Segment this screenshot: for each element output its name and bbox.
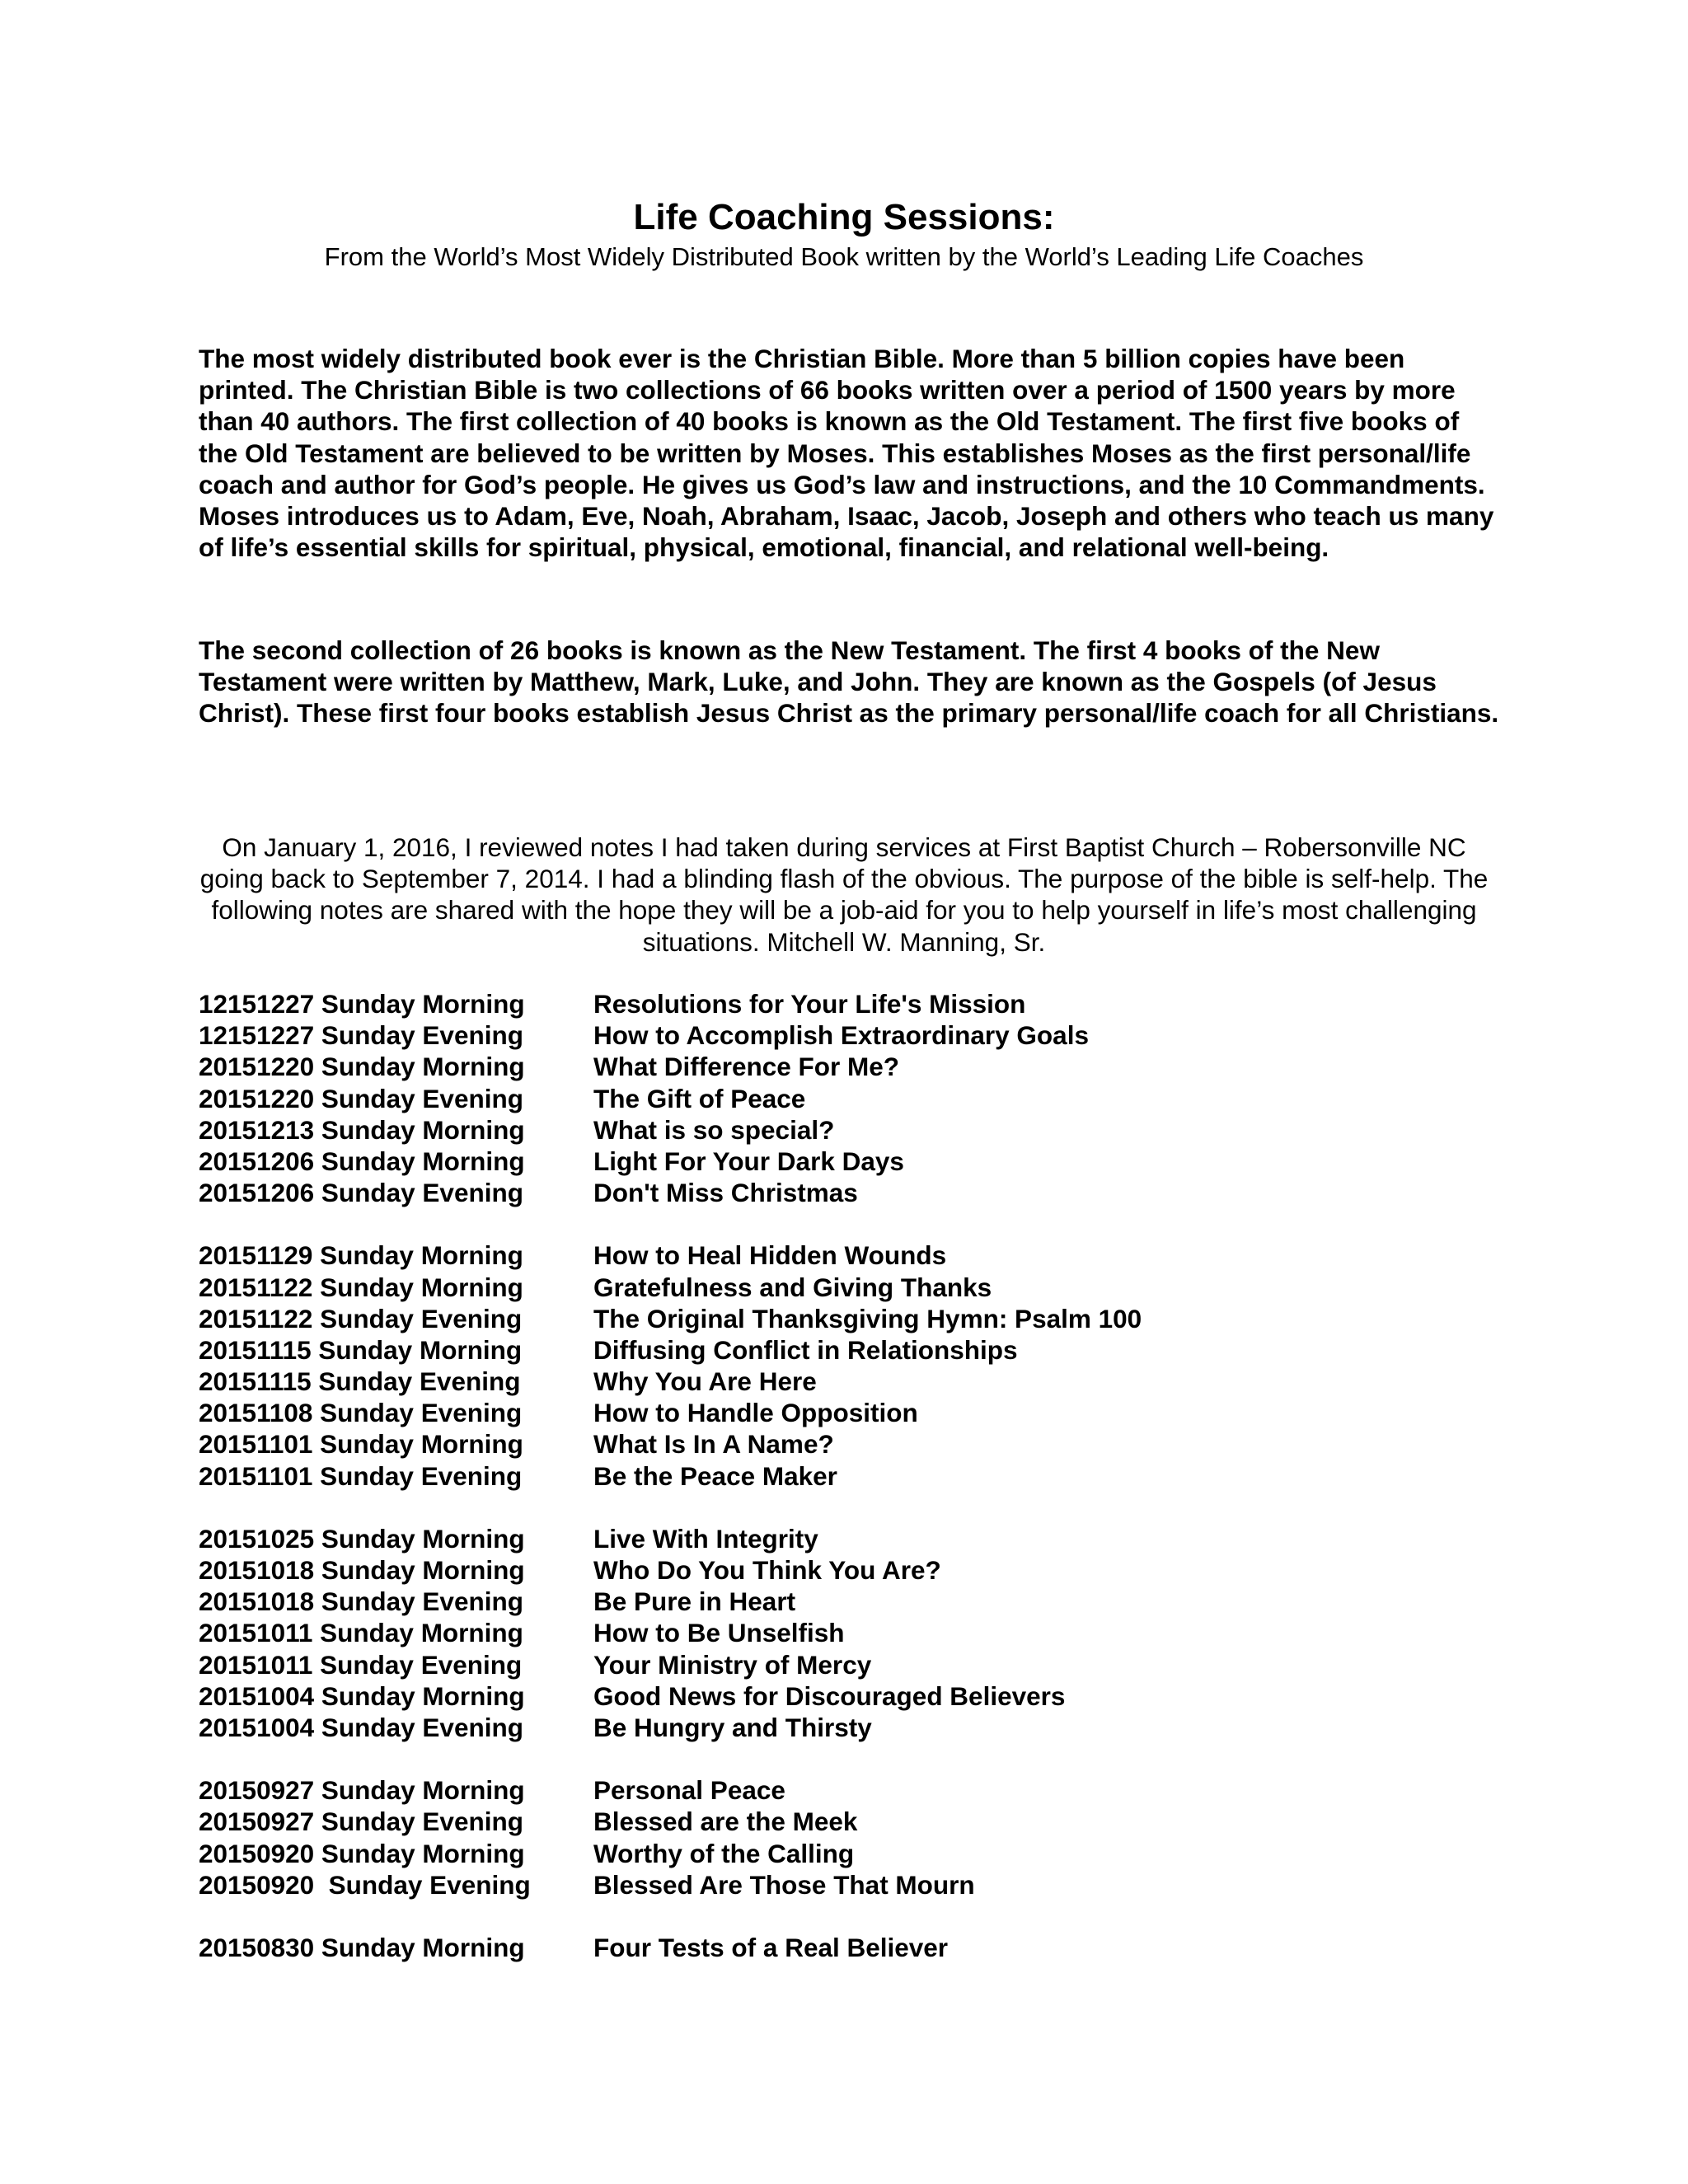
session-date: 20151025 Sunday Morning — [199, 1523, 525, 1554]
session-title: The Gift of Peace — [593, 1083, 806, 1113]
session-title: How to Handle Opposition — [593, 1398, 918, 1428]
session-row — [199, 1114, 1484, 1146]
session-row — [199, 1460, 1484, 1492]
session-date: 20151220 Sunday Evening — [199, 1083, 523, 1113]
page-title: Life Coaching Sessions: — [633, 197, 1055, 237]
session-group — [199, 1932, 1484, 1963]
session-title: Diffusing Conflict in Relationships — [593, 1334, 1018, 1365]
session-row — [199, 1146, 1484, 1177]
session-row — [199, 988, 1484, 1019]
session-row — [199, 1334, 1484, 1366]
session-date: 20151101 Sunday Morning — [199, 1429, 523, 1460]
session-row — [199, 1617, 1484, 1648]
session-date: 20151018 Sunday Morning — [199, 1555, 525, 1585]
session-date: 20150927 Sunday Morning — [199, 1775, 525, 1806]
page-subtitle: From the World’s Most Widely Distributed Book written by the World’s Leading Life Coaches — [324, 242, 1364, 271]
session-date: 20151004 Sunday Evening — [199, 1712, 523, 1742]
session-date: 20151108 Sunday Evening — [199, 1398, 523, 1428]
session-row — [199, 1523, 1484, 1554]
session-row — [199, 1774, 1484, 1806]
session-group — [199, 1523, 1484, 1743]
session-date: 20151206 Sunday Evening — [199, 1178, 523, 1208]
session-date: 20150927 Sunday Evening — [199, 1807, 523, 1837]
session-row — [199, 1649, 1484, 1680]
session-row — [199, 1838, 1484, 1869]
session-date: 20151115 Sunday Evening — [199, 1366, 521, 1397]
session-title: Four Tests of a Real Believer — [593, 1932, 949, 1962]
session-row — [199, 1177, 1484, 1208]
session-row — [199, 1554, 1484, 1586]
session-title: Worthy of the Calling — [593, 1838, 855, 1868]
session-date: 20151115 Sunday Morning — [199, 1334, 523, 1365]
session-date: 20151206 Sunday Morning — [199, 1146, 525, 1176]
session-group — [199, 988, 1484, 1208]
session-row — [199, 1712, 1484, 1743]
session-date: 20151122 Sunday Morning — [199, 1272, 523, 1302]
session-date: 20151018 Sunday Evening — [199, 1586, 523, 1617]
session-date: 12151227 Sunday Evening — [199, 1020, 523, 1051]
session-date: 20151129 Sunday Morning — [199, 1240, 523, 1271]
author-note: On January 1, 2016, I reviewed notes I had taken during services at First Baptist Church – Robersonville NC going back to September 7, 2014. I had a blinding flash of the obvious. The purpose of the bible is self-help. The following notes are shared with the hope they will be a job-aid for you to help yourself in life’s most challenging situations. Mitchell W. Manning, Sr. — [199, 832, 1489, 957]
session-date: 20151122 Sunday Evening — [199, 1303, 523, 1333]
session-row — [199, 1397, 1484, 1428]
session-title: Live With Integrity — [593, 1523, 818, 1554]
session-title: How to Accomplish Extraordinary Goals — [593, 1020, 1089, 1051]
session-title: Who Do You Think You Are? — [593, 1555, 941, 1585]
session-title: Don't Miss Christmas — [593, 1178, 858, 1208]
session-row — [199, 1083, 1484, 1114]
session-title: Blessed are the Meek — [593, 1807, 858, 1837]
session-group — [199, 1774, 1484, 1900]
session-title: Blessed Are Those That Mourn — [593, 1869, 975, 1900]
session-row — [199, 1680, 1484, 1712]
session-row — [199, 1869, 1484, 1900]
intro-paragraph-old-testament: The most widely distributed book ever is the Christian Bible. More than 5 billion copies have been printed. The Christian Bible is two collections of 66 books written over a period of 1500 years by more than 40 authors. The first collection of 40 books is known as the Old Testament. The first five books of the Old Testament are believed to be written by Moses. This establishes Moses as the first personal/life coach and author for God’s people. He gives us God’s law and instructions, and the 10 Commandments. Moses introduces us to Adam, Eve, Noah, Abraham, Isaac, Jacob, Joseph and others who teach us many of life’s essential skills for spiritual, physical, emotional, financial, and relational well-being. — [199, 344, 1494, 563]
session-title: Good News for Discouraged Believers — [593, 1680, 1066, 1711]
session-title: How to Be Unselfish — [593, 1618, 845, 1648]
session-date: 20150830 Sunday Morning — [199, 1932, 525, 1962]
session-row — [199, 1272, 1484, 1303]
session-title: The Original Thanksgiving Hymn: Psalm 100 — [593, 1303, 1142, 1333]
session-title: Resolutions for Your Life's Mission — [593, 989, 1026, 1019]
session-title: What is so special? — [593, 1114, 835, 1145]
intro-paragraph-new-testament: The second collection of 26 books is known as the New Testament. The first 4 books of the New Testament were written by Matthew, Mark, Luke, and John. They are known as the Gospels (of Jesus Christ). These first four books establish Jesus Christ as the primary personal/life coach for all Christians. — [199, 635, 1499, 729]
session-date: 20151220 Sunday Morning — [199, 1052, 525, 1082]
session-date: 20150920 Sunday Evening — [199, 1869, 531, 1900]
session-row — [199, 1051, 1484, 1082]
session-row — [199, 1240, 1484, 1271]
session-title: Why You Are Here — [593, 1366, 817, 1397]
session-title: What Is In A Name? — [593, 1429, 834, 1460]
session-date: 12151227 Sunday Morning — [199, 989, 525, 1019]
session-date: 20150920 Sunday Morning — [199, 1838, 525, 1868]
session-title: Be Pure in Heart — [593, 1586, 796, 1617]
session-group — [199, 1240, 1484, 1492]
session-row — [199, 1303, 1484, 1334]
session-row — [199, 1932, 1484, 1963]
session-date: 20151004 Sunday Morning — [199, 1680, 525, 1711]
session-title: Your Ministry of Mercy — [593, 1649, 872, 1680]
session-row — [199, 1586, 1484, 1617]
session-title: What Difference For Me? — [593, 1052, 900, 1082]
session-title: Be Hungry and Thirsty — [593, 1712, 872, 1742]
session-date: 20151011 Sunday Evening — [199, 1649, 523, 1680]
session-title: How to Heal Hidden Wounds — [593, 1240, 947, 1271]
session-row — [199, 1806, 1484, 1837]
session-date: 20151101 Sunday Evening — [199, 1460, 523, 1491]
session-title: Light For Your Dark Days — [593, 1146, 904, 1176]
session-date: 20151011 Sunday Morning — [199, 1618, 523, 1648]
session-title: Be the Peace Maker — [593, 1460, 837, 1491]
session-title: Personal Peace — [593, 1775, 785, 1806]
session-row — [199, 1366, 1484, 1397]
session-list — [199, 988, 1484, 1994]
session-date: 20151213 Sunday Morning — [199, 1114, 525, 1145]
session-row — [199, 1019, 1484, 1051]
session-title: Gratefulness and Giving Thanks — [593, 1272, 992, 1302]
session-row — [199, 1428, 1484, 1460]
